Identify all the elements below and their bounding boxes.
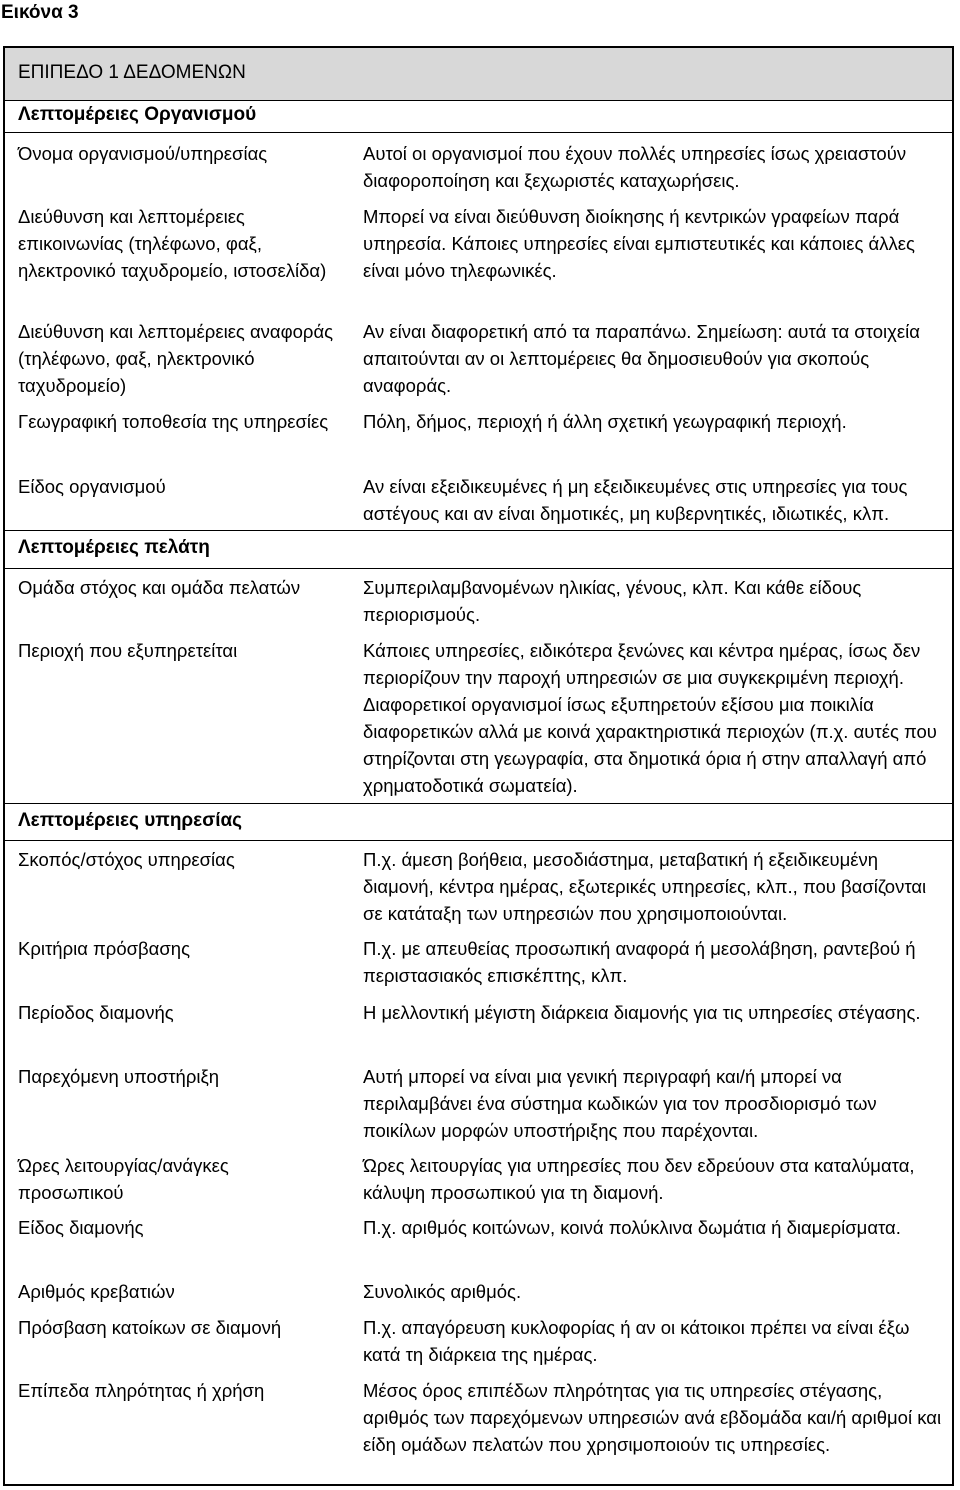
label-support: Παρεχόμενη υποστήριξη <box>18 1066 220 1087</box>
desc-occupancy: Μέσος όρος επιπέδων πληρότητας για τις υπηρεσίες στέγασης, αριθμός των παρεχόμενων υπηρεσιών ανά εβδομάδα και/ή αριθμοί και είδη ομάδων πελατών που χρησιμοποιούν τις υπηρεσίες. <box>363 1380 942 1455</box>
data-level-table <box>3 46 954 1486</box>
divider <box>5 803 952 804</box>
label-area: Περιοχή που εξυπηρετείται <box>18 640 238 661</box>
label-contact: Διεύθυνση και λεπτομέρειες επικοινωνίας (τηλέφωνο, φαξ, ηλεκτρονικό ταχυδρομείο, ιστοσελίδα) <box>18 206 327 281</box>
label-purpose: Σκοπός/στόχος υπηρεσίας <box>18 849 235 870</box>
desc-hours: Ώρες λειτουργίας για υπηρεσίες που δεν εδρεύουν στα καταλύματα, κάλυψη προσωπικού για τη διαμονή. <box>363 1155 915 1203</box>
label-stay-type: Είδος διαμονής <box>18 1217 144 1238</box>
label-hours: Ώρες λειτουργίας/ανάγκες προσωπικού <box>18 1155 229 1203</box>
section-heading-client: Λεπτομέρειες πελάτη <box>18 537 210 558</box>
desc-purpose: Π.χ. άμεση βοήθεια, μεσοδιάστημα, μεταβατική ή εξειδικευμένη διαμονή, κέντρα ημέρας, εξωτερικές υπηρεσίες, κλπ., που βασίζονται σε κατάταξη των υπηρεσιών που χρησιμοποιούνται. <box>363 849 927 924</box>
desc-resident-access: Π.χ. απαγόρευση κυκλοφορίας ή αν οι κάτοικοι πρέπει να είναι έξω κατά τη διάρκεια της ημέρας. <box>363 1317 910 1365</box>
desc-period: Η μελλοντική μέγιστη διάρκεια διαμονής για τις υπηρεσίες στέγασης. <box>363 1002 921 1023</box>
label-org-name: Όνομα οργανισμού/υπηρεσίας <box>18 143 268 164</box>
figure-title: Εικόνα 3 <box>1 2 79 23</box>
label-occupancy: Επίπεδα πληρότητας ή χρήση <box>18 1380 265 1401</box>
desc-support: Αυτή μπορεί να είναι μια γενική περιγραφή και/ή μπορεί να περιλαμβάνει ένα σύστημα κωδικών για τον προσδιορισμό των ποικίλων μορφών υποστήριξης που παρέχονται. <box>363 1066 877 1141</box>
label-referral: Διεύθυνση και λεπτομέρειες αναφοράς (τηλέφωνο, φαξ, ηλεκτρονικό ταχυδρομείο) <box>18 321 334 396</box>
label-org-type: Είδος οργανισμού <box>18 476 166 497</box>
desc-contact: Μπορεί να είναι διεύθυνση διοίκησης ή κεντρικών γραφείων παρά υπηρεσία. Κάποιες υπηρεσίες είναι εμπιστευτικές και κάποιες άλλες είναι μόνο τηλεφωνικές. <box>363 206 915 281</box>
label-resident-access: Πρόσβαση κατοίκων σε διαμονή <box>18 1317 282 1338</box>
level-header-title: ΕΠΙΠΕΔΟ 1 ΔΕΔΟΜΕΝΩΝ <box>18 62 246 83</box>
level-header <box>5 48 952 101</box>
section-heading-service: Λεπτομέρειες υπηρεσίας <box>18 810 243 831</box>
divider <box>5 530 952 531</box>
label-target-group: Ομάδα στόχος και ομάδα πελατών <box>18 577 301 598</box>
label-access: Κριτήρια πρόσβασης <box>18 938 190 959</box>
divider <box>5 132 952 133</box>
desc-access: Π.χ. με απευθείας προσωπική αναφορά ή μεσολάβηση, ραντεβού ή περιστασιακός επισκέπτης, κλπ. <box>363 938 916 986</box>
desc-area: Κάποιες υπηρεσίες, ειδικότερα ξενώνες και κέντρα ημέρας, ίσως δεν περιορίζουν την παροχή υπηρεσιών σε μια συγκεκριμένη περιοχή. Διαφορετικοί οργανισμοί ίσως εξυπηρετούν εξίσου μια ποικιλία διαφορετικών αλλά με κοινά χαρακτηριστικά περιοχών (π.χ. αυτές που στηρίζονται στη γεωγραφία, στα δημοτικά όρια ή στην απαλλαγή από χρηματοδοτικά σωματεία). <box>363 640 937 796</box>
section-heading-organization: Λεπτομέρειες Οργανισμού <box>18 104 257 125</box>
desc-stay-type: Π.χ. αριθμός κοιτώνων, κοινά πολύκλινα δωμάτια ή διαμερίσματα. <box>363 1217 901 1238</box>
divider <box>5 568 952 569</box>
desc-target-group: Συμπεριλαμβανομένων ηλικίας, γένους, κλπ. Και κάθε είδους περιορισμούς. <box>363 577 862 625</box>
desc-beds: Συνολικός αριθμός. <box>363 1281 522 1302</box>
desc-location: Πόλη, δήμος, περιοχή ή άλλη σχετική γεωγραφική περιοχή. <box>363 411 847 432</box>
label-location: Γεωγραφική τοποθεσία της υπηρεσίες <box>18 411 329 432</box>
desc-referral: Αν είναι διαφορετική από τα παραπάνω. Σημείωση: αυτά τα στοιχεία απαιτούνται αν οι λεπτομέρειες θα δημοσιευθούν για σκοπούς αναφοράς. <box>363 321 920 396</box>
desc-org-type: Αν είναι εξειδικευμένες ή μη εξειδικευμένες στις υπηρεσίες για τους αστέγους και αν είναι δημοτικές, μη κυβερνητικές, ιδιωτικές, κλπ. <box>363 476 908 524</box>
desc-org-name: Αυτοί οι οργανισμοί που έχουν πολλές υπηρεσίες ίσως χρειαστούν διαφοροποίηση και ξεχωριστές καταχωρήσεις. <box>363 143 907 191</box>
label-period: Περίοδος διαμονής <box>18 1002 174 1023</box>
label-beds: Αριθμός κρεβατιών <box>18 1281 175 1302</box>
divider <box>5 840 952 841</box>
